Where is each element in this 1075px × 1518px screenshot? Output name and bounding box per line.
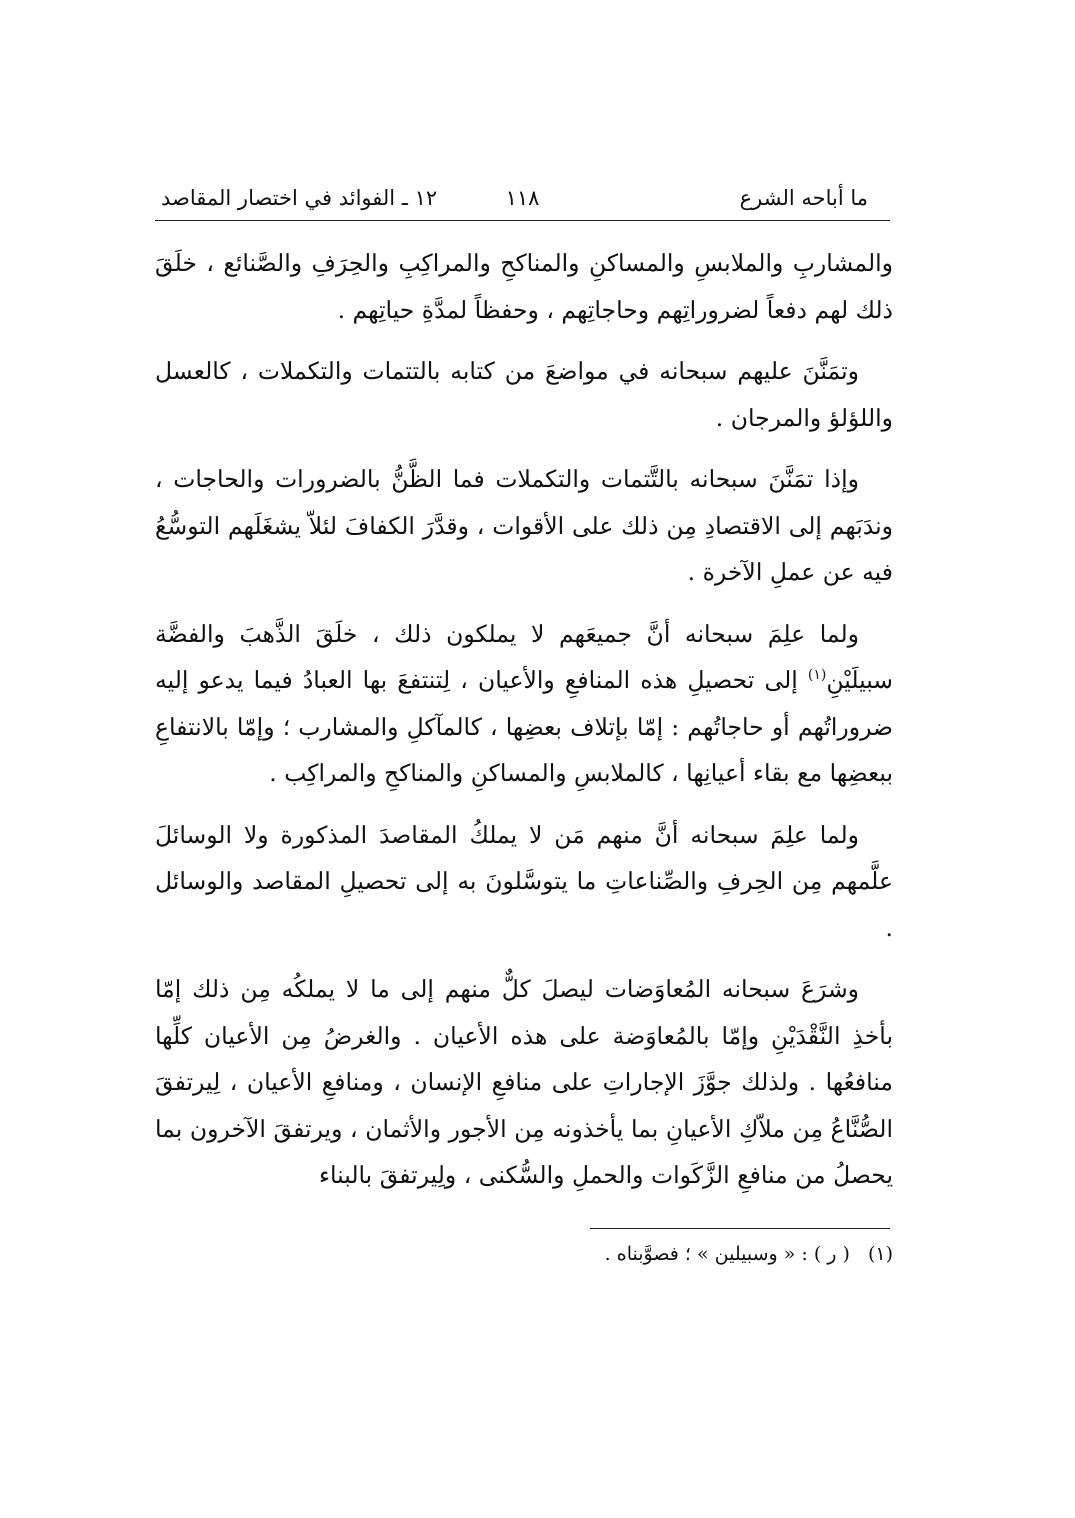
footnote-number: (١): [867, 1243, 893, 1265]
paragraph-2: وتمَنَّنَ عليهم سبحانه في مواضعَ من كتابه بالتتمات والتكملات ، كالعسل واللؤلؤ والمرجان .: [155, 357, 893, 432]
paragraph-5: ولما علِمَ سبحانه أنَّ منهم مَن لا يملكُ المقاصدَ المذكورة ولا الوسائلَ علَّمهم مِن الحِرفِ والصِّناعاتِ ما يتوسَّلونَ به إلى تحصيلِ المقاصد والوسائل .: [155, 820, 893, 942]
header-book-title: ١٢ ـ الفوائد في اختصار المقاصد: [161, 186, 438, 210]
main-text: [155, 240, 893, 1214]
footnote-marker: (١): [807, 667, 827, 684]
paragraph-4-word: سبيلَيْنِ: [826, 666, 893, 694]
paragraph-1: والمشاربِ والملابسِ والمساكنِ والمناكحِ والمراكِبِ والحِرَفِ والصَّنائع ، خلَقَ ذلك لهم دفعاً لضروراتِهم وحاجاتِهم ، وحفظاً لمدَّةِ حياتِهم .: [155, 249, 893, 324]
paragraph-4: [155, 611, 893, 797]
paragraph-4-end: إلى تحصيلِ هذه المنافعِ والأعيان ، لِتنتفعَ بها العبادُ فيما يدعو إليه ضروراتُهم أو حاجاتُهم : إمّا بإتلاف بعضِها ، كالمآكلِ والمشارب ؛ وإمّا بالانتفاعِ ببعضِها مع بقاء أعيانِها ، كالملابسِ والمساكنِ والمناكحِ والمراكِب .: [155, 666, 893, 787]
paragraph-6: وشرَعَ سبحانه المُعاوَضات ليصلَ كلٌّ منهم إلى ما لا يملكُه مِن ذلك إمّا بأخذِ النَّقْدَيْنِ وإمّا بالمُعاوَضة على هذه الأعيان . والغرضُ مِن الأعيان كلِّها منافعُها . ولذلك جوَّزَ الإجاراتِ على منافعِ الإنسان ، ومنافعِ الأعيان ، لِيرتفقَ الصُّنَّاعُ مِن ملاّكِ الأعيانِ بما يأخذونه مِن الأجور والأثمان ، ويرتفقَ الآخرون بما يحصلُ من منافعِ الزَّكَوات والحملِ والسُّكنى ، ولِيرتفقَ بالبناء: [155, 975, 893, 1189]
page-number: ١١٨: [505, 186, 540, 210]
paragraph-3: وإذا تمَنَّنَ سبحانه بالتَّتمات والتكملات فما الظَّنُّ بالضرورات والحاجات ، وندَبَهم إلى الاقتصادِ مِن ذلك على الأقوات ، وقدَّرَ الكفافَ لئلاّ يشغَلَهم التوسُّعُ فيه عن عملِ الآخرة .: [155, 465, 893, 586]
running-header: [155, 180, 890, 221]
footnote-text: ( ر ) : « وسبيلين » ؛ فصوَّبناه .: [604, 1243, 850, 1265]
footnote: [155, 1243, 893, 1265]
paragraph-4-start: ولما علِمَ سبحانه أنَّ جميعَهم لا يملكون ذلك ، خلَقَ الذَّهبَ والفضَّة: [155, 619, 859, 648]
header-chapter-title: ما أباحه الشرع: [739, 186, 868, 210]
footnote-separator: [590, 1228, 890, 1229]
